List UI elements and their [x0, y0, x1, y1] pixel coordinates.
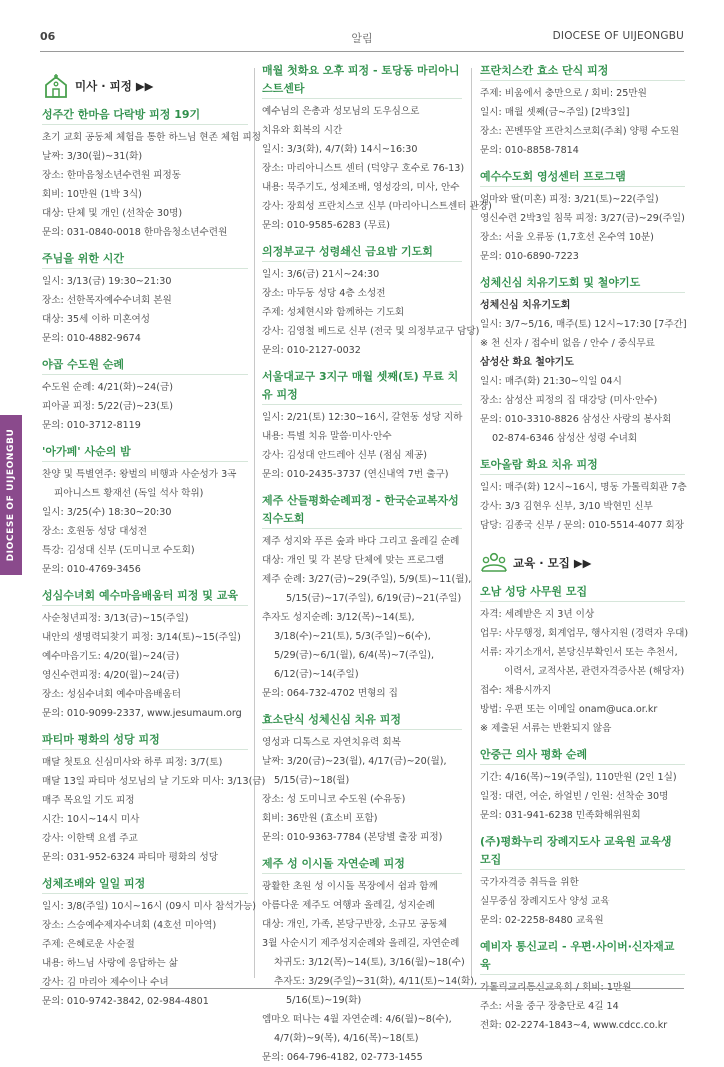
notice-line: 문의: 02-2258-8480 교육원	[480, 915, 604, 926]
notice-line: 날짜: 3/30(월)~31(화)	[42, 151, 143, 162]
notice-line: 회비: 10만원 (1박 3식)	[42, 189, 142, 200]
notice-line: 문의: 010-4882-9674	[42, 333, 141, 344]
notice-title: 의정부교구 성령쇄신 금요밤 기도회	[262, 243, 462, 262]
notice-line: 시간: 10시~14시 미사	[42, 814, 140, 825]
notice-title: 서울대교구 3지구 매월 셋째(토) 무료 치유 피정	[262, 368, 462, 405]
notice-line: 일시: 3/25(수) 18:30~20:30	[42, 507, 172, 518]
notice-line: 강사: 이한택 요셉 주교	[42, 833, 138, 844]
notice-title: 오남 성당 사무원 모집	[480, 583, 685, 602]
notice-line: 5/29(금)~6/1(월), 6/4(목)~7(주일),	[274, 650, 435, 661]
notice-line: 5/16(토)~19(화)	[286, 995, 362, 1006]
notice-line: 장소: 꼰벤뚜알 프란치스코회(주최) 양평 수도원	[480, 126, 679, 137]
notice-line: 주소: 서울 중구 장충단로 4길 14	[480, 1001, 619, 1012]
notice-title: 효소단식 성체신심 치유 피정	[262, 711, 462, 730]
notice-title: 제주 성 이시돌 자연순례 피정	[262, 855, 462, 874]
notice-line: 날짜: 3/20(금)~23(월), 4/17(금)~20(월),	[262, 756, 447, 767]
notice-line: 차귀도: 3/12(목)~14(토), 3/16(월)~18(수)	[274, 957, 465, 968]
notice-line: 문의: 010-2127-0032	[262, 345, 361, 356]
footer-divider	[40, 988, 684, 989]
notice-item	[262, 855, 478, 1067]
notice-line: 일시: 매주(화) 21:30~익일 04시	[480, 376, 622, 387]
notice-subtitle: 성체신심 치유기도회	[480, 300, 571, 311]
notice-line: 주제: 비움에서 충만으로 / 회비: 25만원	[480, 88, 647, 99]
notice-line: 5/15(금)~17(주일), 6/19(금)~21(주일)	[286, 593, 462, 604]
notice-line: 문의: 010-8858-7814	[480, 145, 579, 156]
notice-item	[480, 168, 685, 266]
notice-line: 특강: 김성대 신부 (도미니코 수도회)	[42, 545, 195, 556]
notice-line: 5/15(금)~18(월)	[274, 775, 350, 786]
church-icon	[42, 72, 70, 100]
notice-item	[262, 368, 462, 484]
notice-line: 강사: 3/3 김현우 신부, 3/10 박현민 신부	[480, 501, 653, 512]
notice-line: ※ 천 신자 / 접수비 없음 / 안수 / 중식무료	[480, 338, 655, 349]
notice-line: 문의: 031-952-6324 파티마 평화의 성당	[42, 852, 219, 863]
notice-line: 문의: 010-6890-7223	[480, 251, 579, 262]
side-tab-label: DIOCESE OF UIJEONGBU	[6, 428, 16, 562]
notice-item	[480, 746, 685, 825]
notice-line: 일정: 대련, 여순, 하얼빈 / 인원: 선착순 30명	[480, 791, 669, 802]
notice-line: 이력서, 교적사본, 관련자격증사본 (해당자)	[504, 666, 685, 677]
notice-line: 회비: 36만원 (효소비 포함)	[262, 813, 378, 824]
notice-line: 피아니스트 황재선 (독일 석사 학위)	[54, 488, 204, 499]
notice-title: 제주 산들평화순례피정 - 한국순교복자성직수도회	[262, 492, 462, 529]
notice-line: 문의: 064-796-4182, 02-773-1455	[262, 1052, 423, 1063]
notice-line: 주제: 은혜로운 사순절	[42, 939, 135, 950]
notice-line: 사순청년피정: 3/13(금)~15(주일)	[42, 613, 189, 624]
notice-line: 가톨릭교리통신교육회 / 회비: 1만원	[480, 982, 632, 993]
notice-line: 장소: 선한목자예수수녀회 본원	[42, 295, 172, 306]
notice-line: 업무: 사무행정, 회계업무, 행사지원 (경력자 우대)	[480, 628, 689, 639]
notice-line: 문의: 010-9363-7784 (본당별 출장 피정)	[262, 832, 443, 843]
notice-title: (주)평화누리 장례지도사 교육원 교육생 모집	[480, 833, 685, 870]
notice-line: 전화: 02-2274-1843~4, www.cdcc.co.kr	[480, 1020, 668, 1031]
page-header	[40, 30, 684, 46]
notice-line: 실무중심 장례지도사 양성 교육	[480, 896, 610, 907]
notice-item	[480, 62, 685, 160]
column-1	[42, 62, 266, 1007]
notice-item	[42, 587, 248, 723]
notice-item	[42, 443, 248, 579]
notice-line: 문의: 031-941-6238 민족화해위원회	[480, 810, 641, 821]
notice-line: 수도원 순례: 4/21(화)~24(금)	[42, 382, 173, 393]
people-group-icon	[480, 549, 508, 577]
notice-line: 6/12(금)~14(주일)	[274, 669, 359, 680]
notice-line: 영신수련피정: 4/20(월)~24(금)	[42, 670, 180, 681]
notice-line: 장소: 마두동 성당 4층 소성전	[262, 288, 386, 299]
notice-line: 장소: 성 도미니코 수도원 (수유동)	[262, 794, 406, 805]
notice-line: 일시: 3/6(금) 21시~24:30	[262, 269, 380, 280]
notice-line: 문의: 031-0840-0018 한마음청소년수련원	[42, 227, 228, 238]
notice-line: 대상: 35세 이하 미혼여성	[42, 314, 150, 325]
notice-item	[262, 62, 492, 235]
notice-line: 장소: 서울 오류동 (1,7호선 온수역 10분)	[480, 232, 654, 243]
notice-title: 주님을 위한 시간	[42, 250, 248, 269]
notice-line: 강사: 김성대 안드레아 신부 (점심 제공)	[262, 450, 427, 461]
notice-line: 서류: 자기소개서, 본당신부확인서 또는 추천서,	[480, 647, 678, 658]
notice-line: 장소: 마리아니스트 센터 (덕양구 호수로 76-13)	[262, 163, 465, 174]
notice-item	[42, 356, 248, 435]
notice-title: 성체조배와 일일 피정	[42, 875, 248, 894]
notice-line: 피아골 피정: 5/22(금)~23(토)	[42, 401, 173, 412]
notice-line: 찬양 및 특별연주: 왕벌의 비행과 사순성가 3곡	[42, 469, 237, 480]
notice-line: 장소: 삼성산 피정의 집 대강당 (미사·안수)	[480, 395, 658, 406]
notice-line: 매달 첫토요 신심미사와 하루 피정: 3/7(토)	[42, 757, 223, 768]
notice-title: 매월 첫화요 오후 피정 - 토당동 마리아니스트센타	[262, 62, 462, 99]
notice-line: 일시: 3/8(주일) 10시~16시 (09시 미사 참석가능)	[42, 901, 257, 912]
notice-line: 일시: 3/7~5/16, 매주(토) 12시~17:30 [7주간]	[480, 319, 687, 330]
notice-item	[480, 938, 685, 1035]
notice-line: 강사: 김 마리아 제수이나 수녀	[42, 977, 169, 988]
side-tab	[0, 415, 22, 575]
notice-line: 내용: 특별 치유 말씀·미사·안수	[262, 431, 392, 442]
notice-line: 대상: 개인 및 각 본당 단체에 맞는 프로그램	[262, 555, 445, 566]
notice-line: 일시: 매월 셋째(금~주일) [2박3일]	[480, 107, 630, 118]
section-label: 알림	[351, 32, 373, 45]
notice-line: 자격: 세례받은 지 3년 이상	[480, 609, 595, 620]
notice-line: 문의: 010-9742-3842, 02-984-4801	[42, 996, 209, 1007]
notice-item	[262, 243, 480, 360]
notice-line: ※ 제출된 서류는 반환되지 않음	[480, 723, 612, 734]
notice-line: 강사: 장희성 프란치스코 신부 (마리아니스트센터 관장)	[262, 201, 492, 212]
notice-line: 대상: 단체 및 개인 (선착순 30명)	[42, 208, 183, 219]
notice-line: 장소: 성심수녀회 예수마음배움터	[42, 689, 182, 700]
notice-title: 안중근 의사 평화 순례	[480, 746, 685, 765]
notice-line: 3월 사순시기 제주성지순례와 올레길, 자연순례	[262, 938, 460, 949]
notice-item	[480, 583, 689, 738]
notice-line: 문의: 064-732-4702 면형의 집	[262, 688, 398, 699]
notice-line: 장소: 한마음청소년수련원 피정동	[42, 170, 182, 181]
notice-line: 기간: 4/16(목)~19(주일), 110만원 (2인 1실)	[480, 772, 677, 783]
notice-line: 매주 목요일 기도 피정	[42, 795, 135, 806]
notice-title: 프란치스칸 효소 단식 피정	[480, 62, 685, 81]
page-number: 06	[40, 30, 56, 43]
notice-line: 일시: 3/13(금) 19:30~21:30	[42, 276, 172, 287]
notice-line: 제주 성지와 푸른 숲과 바다 그리고 올레길 순례	[262, 536, 460, 547]
header-divider	[40, 51, 684, 52]
notice-item	[262, 711, 462, 847]
column-divider	[254, 68, 255, 978]
notice-line: 일시: 3/3(화), 4/7(화) 14시~16:30	[262, 144, 418, 155]
section-title: 교육 · 모집 ▶▶	[513, 556, 592, 570]
notice-line: 예수님의 은총과 성모님의 도우심으로	[262, 106, 420, 117]
notice-line: 일시: 매주(화) 12시~16시, 명동 가톨릭회관 7층	[480, 482, 687, 493]
notice-line: 영성과 디톡스로 자연치유력 회복	[262, 737, 401, 748]
notice-title: 예수수도회 영성센터 프로그램	[480, 168, 685, 187]
notice-line: 엠마오 떠나는 4월 자연순례: 4/6(월)~8(수),	[262, 1014, 452, 1025]
notice-line: 제주 순례: 3/27(금)~29(주일), 5/9(토)~11(월),	[262, 574, 472, 585]
notice-line: 장소: 호원동 성당 대성전	[42, 526, 148, 537]
notice-line: 예수마음기도: 4/20(월)~24(금)	[42, 651, 180, 662]
notice-line: 문의: 010-9099-2337, www.jesumaum.org	[42, 708, 242, 719]
notice-title: 파티마 평화의 성당 피정	[42, 731, 248, 750]
notice-line: 영신수련 2박3일 침묵 피정: 3/27(금)~29(주일)	[480, 213, 685, 224]
notice-line: 내안의 생명력되찾기 피정: 3/14(토)~15(주일)	[42, 632, 241, 643]
notice-line: 추자도: 3/29(주일)~31(화), 4/11(토)~14(화),	[274, 976, 478, 987]
notice-title: 성주간 한마음 다락방 피정 19기	[42, 106, 248, 125]
notice-line: 4/7(화)~9(목), 4/16(목)~18(토)	[274, 1033, 419, 1044]
column-3	[480, 62, 689, 1031]
notice-line: 02-874-6346 삼성산 성령 수녀회	[492, 433, 638, 444]
notice-line: 담당: 김종국 신부 / 문의: 010-5514-4077 회장	[480, 520, 685, 531]
notice-title: 토아올람 화요 치유 피정	[480, 456, 685, 475]
notice-item	[42, 731, 266, 867]
notice-line: 초기 교회 공동체 체험을 통한 하느님 현존 체험 피정	[42, 132, 262, 143]
notice-line: 일시: 2/21(토) 12:30~16시, 갈현동 성당 지하	[262, 412, 463, 423]
notice-line: 강사: 김영철 베드로 신부 (전국 및 의정부교구 담당)	[262, 326, 480, 337]
notice-title: 성심수녀회 예수마음배움터 피정 및 교육	[42, 587, 248, 606]
notice-subtitle: 삼성산 화요 철야기도	[480, 357, 574, 368]
notice-line: 매달 13일 파티마 성모님의 날 기도와 미사: 3/13(금)	[42, 776, 266, 787]
notice-line: 접수: 채용시까지	[480, 685, 552, 696]
notice-item	[480, 456, 685, 535]
notice-item	[480, 833, 685, 930]
notice-title: 야곱 수도원 순례	[42, 356, 248, 375]
notice-item	[42, 250, 248, 348]
notice-line: 주제: 성체현시와 함께하는 기도회	[262, 307, 405, 318]
section-title: 미사 · 피정 ▶▶	[75, 79, 154, 93]
notice-line: 문의: 010-4769-3456	[42, 564, 141, 575]
notice-line: 내용: 묵주기도, 성체조배, 영성강의, 미사, 안수	[262, 182, 460, 193]
column-2	[262, 62, 492, 1063]
section-header-mass-retreat	[42, 66, 248, 106]
notice-title: 예비자 통신교리 - 우편·사이버·신자재교육	[480, 938, 685, 975]
notice-line: 국가자격증 취득을 위한	[480, 877, 579, 888]
notice-line: 치유와 회복의 시간	[262, 125, 343, 136]
section-header-education	[480, 543, 685, 583]
diocese-name: DIOCESE OF UIJEONGBU	[552, 30, 684, 42]
notice-line: 문의: 010-3712-8119	[42, 420, 141, 431]
notice-title: 성체신심 치유기도회 및 철야기도	[480, 274, 685, 293]
notice-line: 장소: 스승예수제자수녀회 (4호선 미아역)	[42, 920, 217, 931]
notice-line: 아름다운 제주도 여행과 올레길, 성지순례	[262, 900, 435, 911]
notice-line: 광활한 초원 성 이시돌 목장에서 쉼과 함께	[262, 881, 438, 892]
notice-line: 문의: 010-2435-3737 (연신내역 7번 출구)	[262, 469, 449, 480]
notice-item	[480, 274, 685, 448]
notice-line: 엄마와 딸(미혼) 피정: 3/21(토)~22(주일)	[480, 194, 659, 205]
notice-line: 추자도 성지순례: 3/12(목)~14(토),	[262, 612, 415, 623]
notice-line: 방법: 우편 또는 이메일 onam@uca.or.kr	[480, 704, 658, 715]
notice-item	[42, 875, 257, 1011]
notice-line: 대상: 개인, 가족, 본당구반장, 소규모 공동체	[262, 919, 448, 930]
notice-item	[262, 492, 472, 703]
notice-line: 3/18(수)~21(토), 5/3(주일)~6(수),	[274, 631, 431, 642]
notice-line: 문의: 010-3310-8826 삼성산 사랑의 봉사회	[480, 414, 672, 425]
notice-line: 내용: 하느님 사랑에 응답하는 삶	[42, 958, 178, 969]
notice-title: '아가페' 사순의 밤	[42, 443, 248, 462]
notice-item	[42, 106, 262, 242]
notice-line: 문의: 010-9585-6283 (무료)	[262, 220, 390, 231]
